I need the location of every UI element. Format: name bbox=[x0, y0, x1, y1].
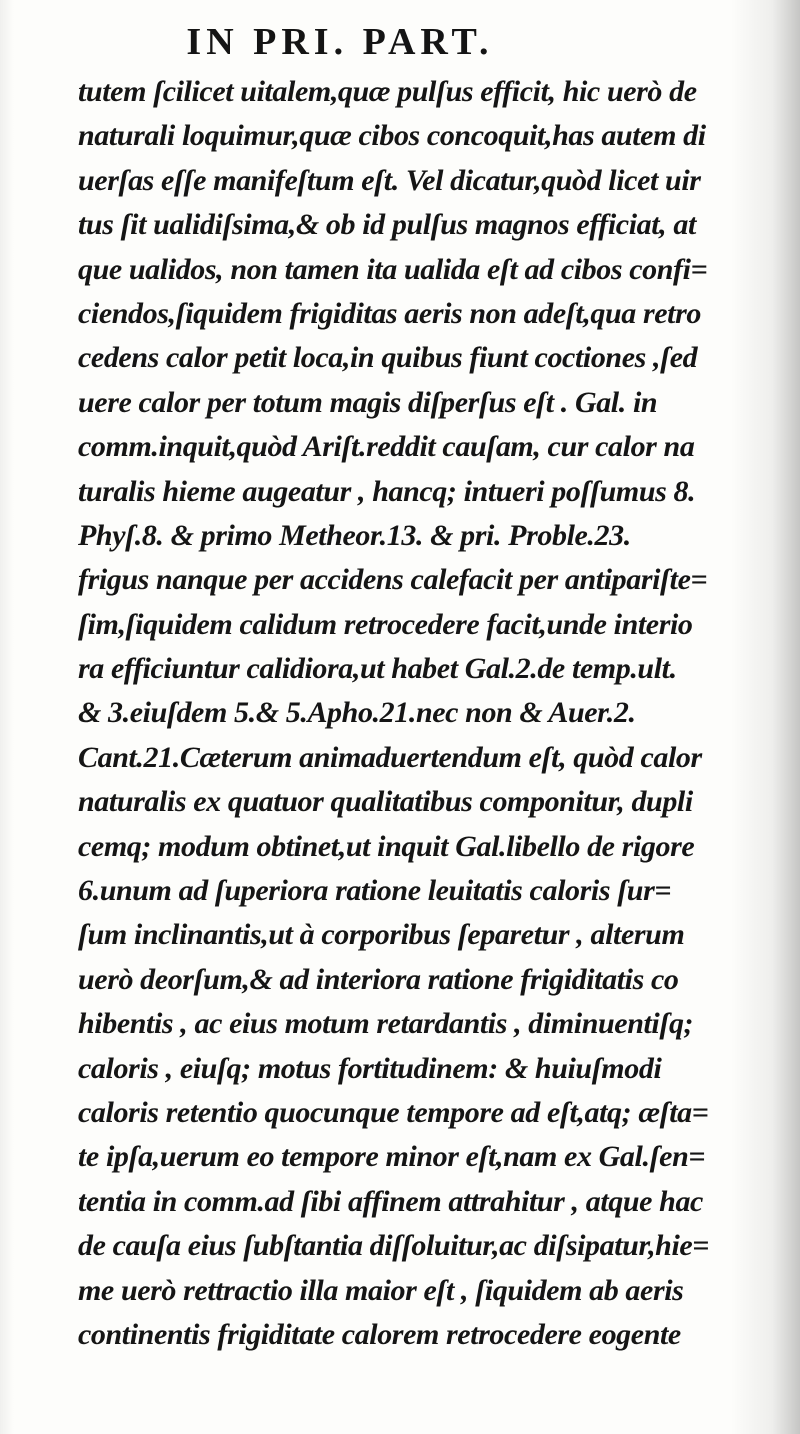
text-line: & 3.eiuſdem 5.& 5.Apho.21.nec non & Auer.2. bbox=[78, 696, 636, 730]
text-line: cedens calor petit loca,in quibus fiunt coctiones ,ſed bbox=[78, 341, 698, 375]
text-line: ſum inclinantis,ut à corporibus ſeparetur , alterum bbox=[78, 918, 685, 952]
text-line: ſim,ſiquidem calidum retrocedere facit,unde interio bbox=[78, 607, 693, 641]
text-line: uere calor per totum magis diſperſus eſt . Gal. in bbox=[78, 385, 658, 419]
text-line: tentia in comm.ad ſibi affinem attrahitur , atque hac bbox=[78, 1184, 703, 1218]
running-head: IN PRI. PART. bbox=[186, 21, 494, 63]
text-line: naturalis ex quatuor qualitatibus componitur, dupli bbox=[78, 785, 693, 819]
text-line: continentis frigiditate calorem retrocedere eogente bbox=[78, 1317, 681, 1351]
text-line: tutem ſcilicet uitalem,quæ pulſus efficit, hic uerò de bbox=[78, 75, 697, 108]
text-line: hibentis , ac eius motum retardantis , diminuentiſq; bbox=[78, 1007, 694, 1041]
text-line: que ualidos, non tamen ita ualida eſt ad cibos confi= bbox=[78, 252, 708, 286]
text-line: cemq; modum obtinet,ut inquit Gal.libello de rigore bbox=[78, 829, 695, 863]
text-line: de cauſa eius ſubſtantia diſſoluitur,ac diſsipatur,hie= bbox=[78, 1229, 709, 1263]
text-line: ciendos,ſiquidem frigiditas aeris non adeſt,qua retro bbox=[78, 296, 701, 330]
text-line: me uerò rettractio illa maior eſt , ſiquidem ab aeris bbox=[78, 1273, 684, 1307]
page-left-edge-shadow bbox=[0, 0, 14, 1434]
text-line: 6.unum ad ſuperiora ratione leuitatis caloris ſur= bbox=[78, 874, 672, 908]
text-line: turalis hieme augeatur , hancq; intueri poſſumus 8. bbox=[78, 474, 696, 508]
body-text bbox=[78, 70, 758, 1357]
text-line: naturali loquimur,quæ cibos concoquit,has autem di bbox=[78, 119, 706, 153]
text-line: tus ſit ualidiſsima,& ob id pulſus magnos efficiat, at bbox=[78, 208, 696, 242]
text-line: comm.inquit,quòd Ariſt.reddit cauſam, cur calor na bbox=[78, 430, 695, 464]
text-line: Phyſ.8. & primo Metheor.13. & pri. Proble.23. bbox=[78, 518, 631, 552]
text-line: Cant.21.Cæterum animaduertendum eſt, quòd calor bbox=[78, 740, 702, 774]
text-line: ra efficiuntur calidiora,ut habet Gal.2.de temp.ult. bbox=[78, 652, 677, 686]
text-line: uerò deorſum,& ad interiora ratione frigiditatis co bbox=[78, 962, 679, 996]
text-line: te ipſa,uerum eo tempore minor eſt,nam ex Gal.ſen= bbox=[78, 1140, 706, 1174]
text-line: caloris retentio quocunque tempore ad eſt,atq; æſta= bbox=[78, 1095, 709, 1129]
text-line: frigus nanque per accidens calefacit per antipariſte= bbox=[78, 563, 708, 597]
text-line: uerſas eſſe manifeſtum eſt. Vel dicatur,quòd licet uir bbox=[78, 163, 701, 197]
text-line: caloris , eiuſq; motus fortitudinem: & huiuſmodi bbox=[78, 1051, 662, 1085]
